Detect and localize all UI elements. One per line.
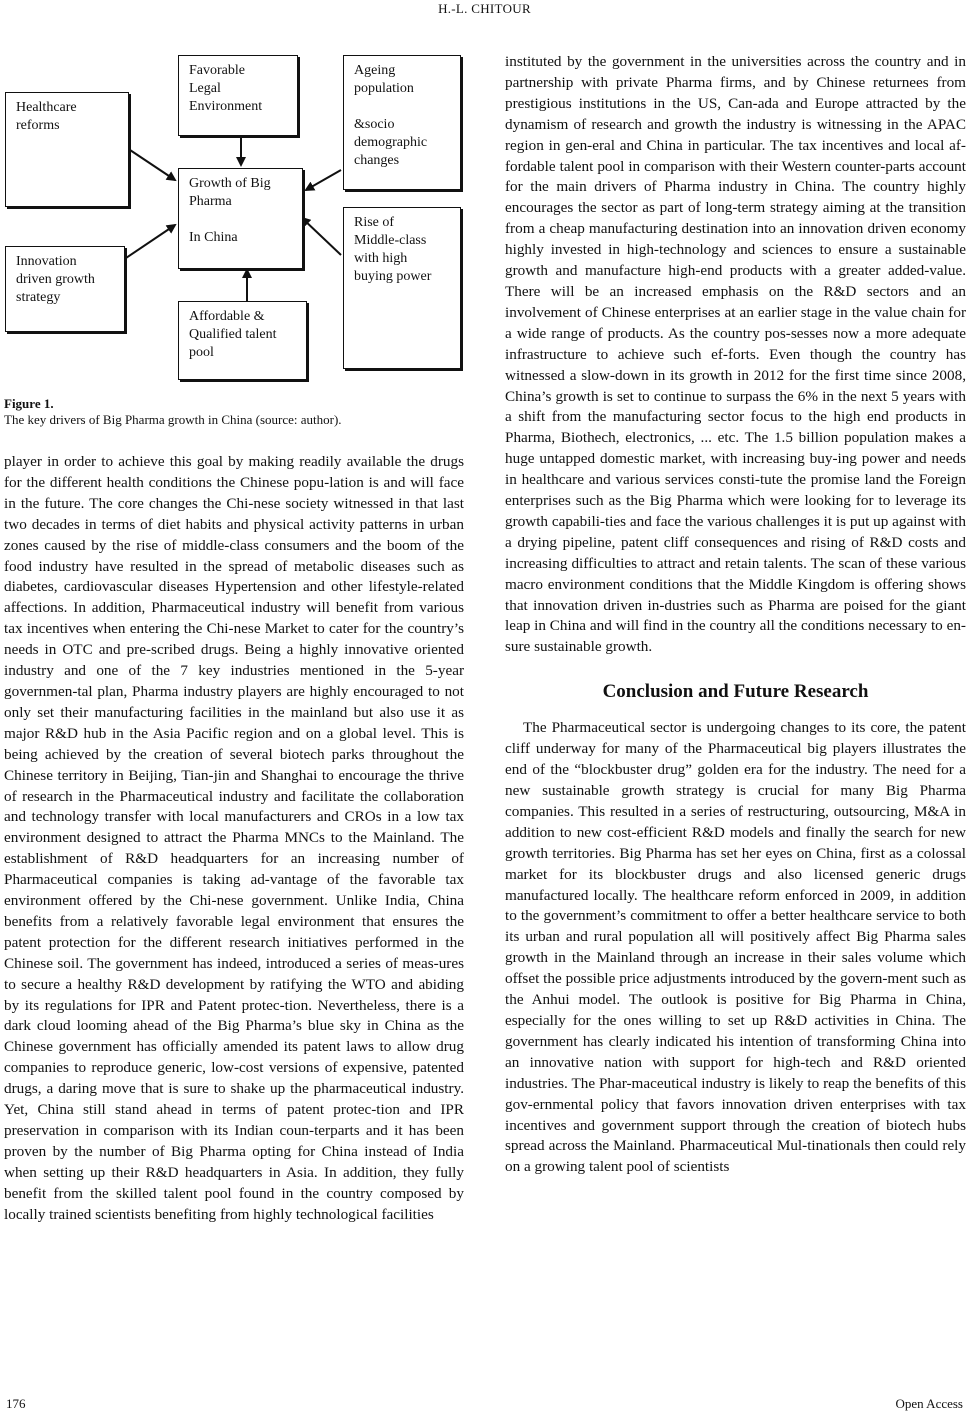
right-paragraph-2: The Pharmaceutical sector is undergoing changes to its core, the patent cliff underway for many of the Pharmaceutical big players illustrates the end of the “blockbuster drug” golden era for the industry. The need for a new sustainable growth strategy is crucial for many Big Pharma companies. This resulted in a series of restructuring, outsourcing, M&A in addition to new cost-efficient R&D models and finally the search for new growth territories. Big Pharma has set her eyes on China, first as a colossal market for its blockbuster drugs and also licensed generic drugs manufactured locally. The healthcare reform enforced in 2009, in addition to the government’s commitment to offer a better healthcare service to both its urban and rural population all will positively affect Big Pharma sales growth in the Mainland through an increase in their sales volume which offset the possible price adjustments introduced by the govern-ment such as the Anhui model. The outlook is positive for Big Pharma in China, especially for the ones willing to set up R&D activities in China. The government has clearly indicated his intention of transforming China into an innovative nation with support for high-tech and R&D oriented industries. The Phar-maceutical industry is likely to reap the benefits of this gov-ernmental policy that favors innovation driven enterprises with tax incentives and government support through the creation of biotech hubs spread across the Mainland. Pharmaceutical Mul-tinationals then could rely on a growing talent pool of scientists [505,719,966,1176]
box-ageing-population: Ageing population &socio demographic changes [343,55,461,190]
figure-caption-text: The key drivers of Big Pharma growth in China (source: author). [4,412,342,427]
right-paragraph-1: instituted by the government in the universities across the country and in partnership with private Pharma firms, and by Chinese returnees from prestigious institutions in the US, Can-ada and Europe attracted by the dynamism of research and growth the industry is witnessing in the APAC region in gen-eral and China in particular. The tax incentives and local af-fordable talent pool in comparison with their Western counter-parts account for the main drivers of Pharma industry in China. The country highly encourages the sector as part of long-term strategy aiming at the transition from a cheap manufacturing destination into an innovation driven economy highly invested in high-technology and sciences to ensure a sustainable growth and manufacture high-end products with a greater added-value. There will be an increased emphasis on the R&D sectors and an involvement of Chinese enterprises at an earlier stage in the value chain for a wide range of products. As the country pos-sesses now a more adequate infrastructure to achieve such ef-forts. Even though the country has witnessed a slow-down in its growth in 2012 for the first time since 2008, China’s growth is set to continue to surpass the 6% in the next 5 years with a shift from the manufacturing sector focus to the high end products in Pharma, Biothech, electronics, ... etc. The 1.5 billion population makes a huge untapped domestic market, with increasing buy-ing power and needs in healthcare and various services consti-tute the promise land the Foreign enterprises such as the Big Pharma which were looking for to leverage its growth capabili-ties and face the various challenges it is put up against with a drying pipeline, patent cliff consequences and rising of R&D costs and increasing difficulties to attract and retain talents. The scan of these various macro environment conditions that the Middle Kingdom is offering shows that innovation driven in-dustries such as Pharma are poised for the giant leap in China and will find in the country all the conditions necessary to en-sure sustainable growth. [505,53,966,656]
arrow-middle-class-to-growth [302,218,341,255]
figure-drivers-diagram [0,40,470,390]
box-healthcare-reforms: Healthcare reforms [5,92,129,207]
box-favorable-legal-environment: Favorable Legal Environment [178,55,298,136]
box-rise-of-middle-class: Rise of Middle-class with high buying power [343,207,461,369]
journal-label: Open Access [895,1396,963,1411]
arrow-innovation-to-growth [126,225,175,258]
running-head: H.-L. CHITOUR [438,1,531,16]
figure-label: Figure 1. [4,396,54,411]
box-talent-pool: Affordable & Qualified talent pool [178,301,307,380]
left-column [4,452,464,1226]
arrow-ageing-to-growth [306,170,341,190]
figure-caption [4,396,464,428]
left-paragraph: player in order to achieve this goal by making readily available the drugs for the different health conditions the Chinese popu-lation is and will face in the future. The core changes the Chi-nese society witnessed in that last two decades in terms of diet habits and physical activity patterns in urban zones caused by the rise of middle-class consumers and the boom of the food industry have resulted in the spread of metabolic diseases such as diabetes, cardiovascular diseases Hypertension and other lifestyle-related affections. In addition, Pharmaceutical industry will benefit from various tax incentives when entering the Chi-nese Market to cater for the country’s needs in OTC and pre-scribed drugs. Being a highly innovative oriented industry and one of the 7 key industries mentioned in the 5-year governmen-tal plan, Pharma industry players are highly encouraged to not only set their manufacturing facilities in the mainland but also use it as major R&D hub in the Asia Pacific region and on a global level. This is being achieved by the creation of several biotech parks throughout the Chinese territory in Beijing, Tian-jin and Shanghai to encourage the thrive of research in the Pharmaceutical industry and facilitate the collaboration and technology transfer with local manufacturers and CROs in a low tax environment designed to attract the Pharma MNCs to the Mainland. The establishment of R&D headquarters for an increasing number of Pharmaceutical companies is taking ad-vantage of the favorable tax environment offered by the Chi-nese government. Unlike India, China benefits from a relatively favorable legal environment that ensures the patent protection for the different research initiatives performed in the Chinese soil. The government has indeed, introduced a series of meas-ures to secure a healthy R&D development by ratifying the WTO and abiding by its regulations for IPR and Patent protec-tion. Nevertheless, there is a dark cloud looming ahead of the Big Pharma’s blue sky in China as the Chinese government has officially amended its patent laws to allow drug companies to reproduce generic, low-cost versions of expensive, patented drugs, a daring move that is sure to shake up the pharmaceutical industry. Yet, China still stand ahead in terms of patent protec-tion and IPR preservation in comparison with its Indian coun-terparts and it has been proven by the number of Big Pharma opting for China instead of India when setting up their R&D headquarters in Asia. In addition, they fully benefit from the skilled talent pool found in the country composed by locally trained scientists benefiting from highly technological facilities [4,453,464,1223]
box-innovation-strategy: Innovation driven growth strategy [5,246,125,332]
right-column [505,52,966,1178]
box-growth-of-big-pharma: Growth of Big Pharma In China [178,168,303,269]
page-number: 176 [6,1396,26,1411]
arrow-healthcare-to-growth [130,150,175,180]
section-heading-conclusion: Conclusion and Future Research [602,681,869,703]
